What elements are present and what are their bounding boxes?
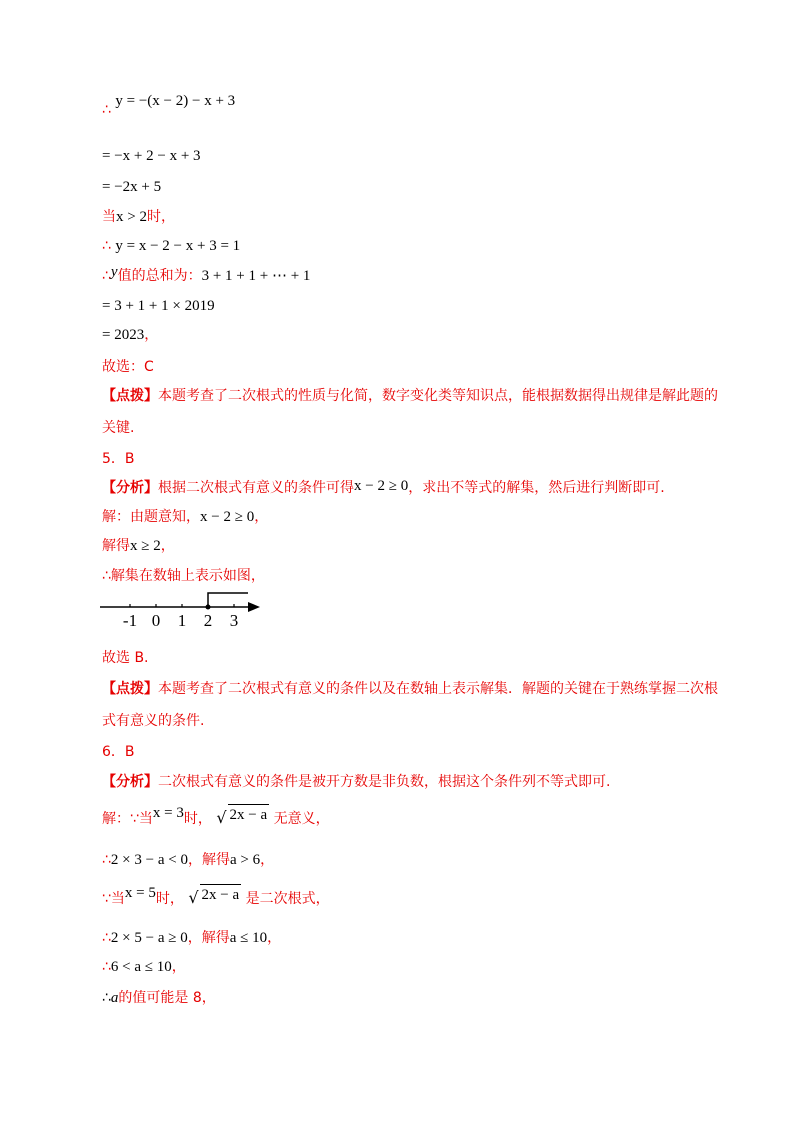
line-13: 【分析】根据二次根式有意义的条件可得x − 2 ≥ 0，求出不等式的解集，然后进行判断即可.	[102, 478, 665, 496]
number-line-arrow	[248, 602, 260, 612]
line-27: ∴a的值可能是 8，	[102, 990, 216, 1006]
tick-label: 1	[177, 611, 187, 630]
line-25: ∴2 × 5 − a ≥ 0，解得a ≤ 10，	[102, 930, 282, 946]
tick-label: -1	[122, 611, 138, 630]
solution-bracket	[208, 593, 248, 607]
line-7: = 3 + 1 + 1 × 2019	[102, 298, 215, 314]
line-2: = −x + 2 − x + 3	[102, 148, 201, 164]
line-1: ∴ y = −(x − 2) − x + 3	[102, 93, 236, 118]
number-line	[100, 588, 270, 632]
line-3: = −2x + 5	[102, 179, 162, 195]
radical-sign: √	[188, 888, 199, 907]
line-10: 【点拨】本题考查了二次根式的性质与化简，数字变化类等知识点，能根据数据得出规律是解此题的	[102, 388, 718, 404]
line-17: 故选 B.	[102, 650, 149, 666]
solution-closed-point	[206, 605, 211, 610]
line-11: 关键.	[102, 420, 135, 436]
tick-label: 2	[203, 611, 213, 630]
tick-label: 0	[151, 611, 161, 630]
line-19: 式有意义的条件.	[102, 713, 205, 729]
line-12: 5．B	[102, 451, 135, 467]
tick-label: 3	[229, 611, 239, 630]
line-4: 当x > 2时，	[102, 209, 175, 225]
line-18: 【点拨】本题考查了二次根式有意义的条件以及在数轴上表示解集．解题的关键在于熟练掌握二次根	[102, 681, 718, 697]
line-6: ∴y值的总和为：3 + 1 + 1 + ⋯ + 1	[102, 264, 311, 284]
line-20: 6．B	[102, 744, 135, 760]
line-23: ∴2 × 3 − a < 0，解得a > 6，	[102, 852, 275, 868]
line-16: ∴解集在数轴上表示如图，	[102, 568, 265, 584]
line-24: ∵当x = 5时， √ 2x − a 是二次根式，	[102, 885, 330, 907]
line-5: ∴ y = x − 2 − x + 3 = 1	[102, 238, 241, 254]
line-26: ∴6 < a ≤ 10，	[102, 959, 186, 975]
line-15: 解得x ≥ 2，	[102, 538, 175, 554]
number-line-labels	[123, 611, 238, 630]
line-21: 【分析】二次根式有意义的条件是被开方数是非负数，根据这个条件列不等式即可.	[102, 774, 611, 790]
line-8: = 2023，	[102, 327, 159, 343]
line-22: 解：∵当x = 3时， √ 2x − a 无意义，	[102, 805, 330, 827]
line-9: 故选：C	[102, 359, 154, 375]
radical-sign: √	[216, 808, 227, 827]
line-14: 解：由题意知，x − 2 ≥ 0，	[102, 509, 269, 525]
